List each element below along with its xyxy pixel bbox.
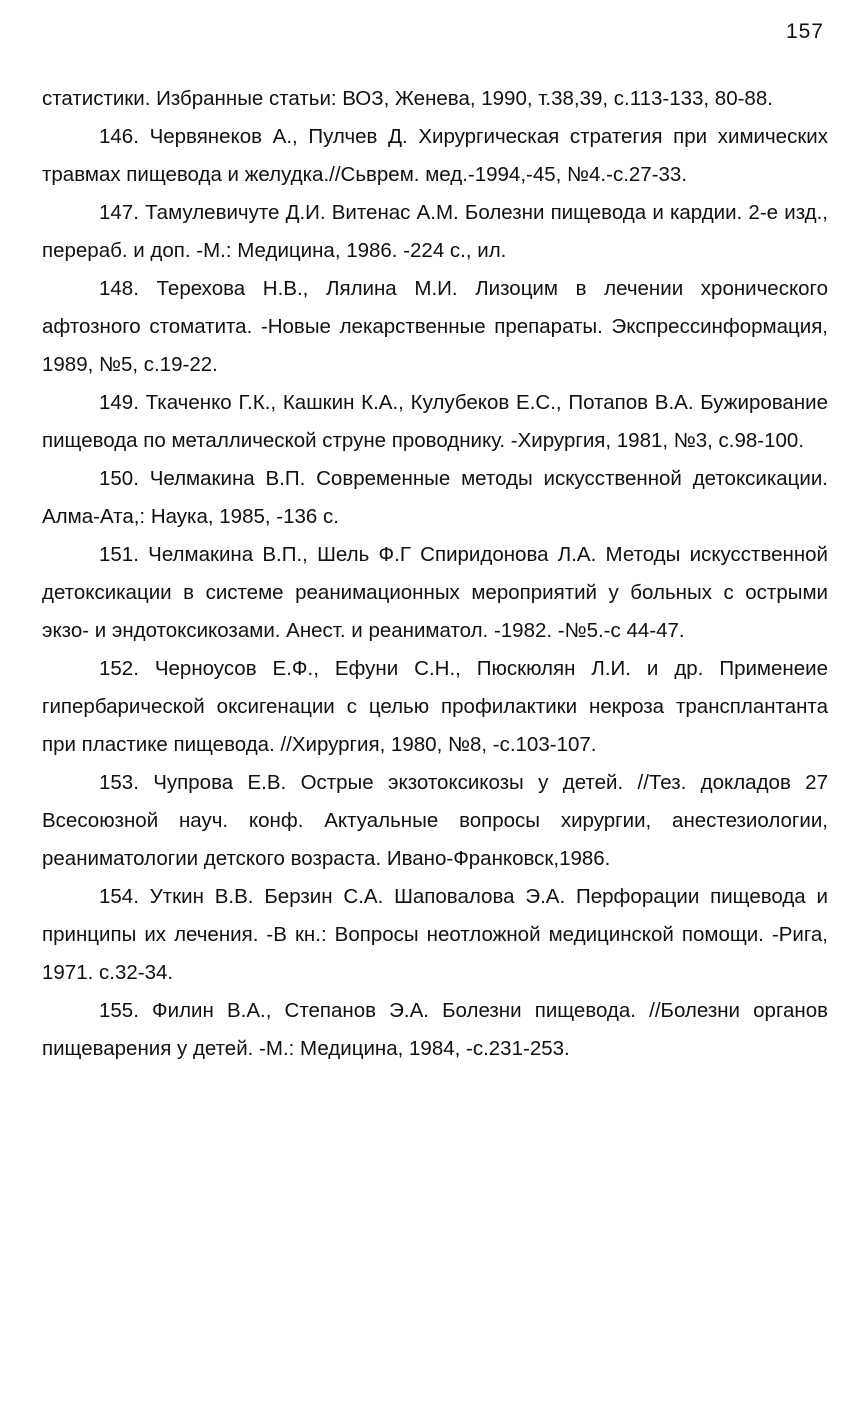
reference-item-155: 155. Филин В.А., Степанов Э.А. Болезни пищевода. //Болезни органов пищеварения у детей. -М.: Медицина, 1984, -с.231-253. <box>42 999 828 1060</box>
reference-item-154: 154. Уткин В.В. Берзин С.А. Шаповалова Э.А. Перфорации пищевода и принципы их лечения. -В кн.: Вопросы неотложной медицинской помощи. -Рига, 1971. с.32-34. <box>42 885 828 984</box>
reference-item-150: 150. Челмакина В.П. Современные методы искусственной детоксикации. Алма-Ата,: Наука, 1985, -136 с. <box>42 467 828 528</box>
reference-item-153: 153. Чупрова Е.В. Острые экзотоксикозы у детей. //Тез. докладов 27 Всесоюзной науч. конф. Актуальные вопросы хирургии, анестезиологии, реаниматологии детского возраста. Ивано-Франковск,1986. <box>42 771 828 870</box>
reference-item-147: 147. Тамулевичуте Д.И. Витенас А.М. Болезни пищевода и кардии. 2-е изд., перераб. и доп. -М.: Медицина, 1986. -224 с., ил. <box>42 201 828 262</box>
reference-item-146: 146. Червянеков А., Пулчев Д. Хирургическая стратегия при химических травмах пищевода и желудка.//Сьврем. мед.-1994,-45, №4.-с.27-33. <box>42 125 828 186</box>
reference-item-149: 149. Ткаченко Г.К., Кашкин К.А., Кулубеков Е.С., Потапов В.А. Бужирование пищевода по металлической струне проводнику. -Хирургия, 1981, №3, с.98-100. <box>42 391 828 452</box>
reference-item-152: 152. Черноусов Е.Ф., Ефуни С.Н., Пюскюлян Л.И. и др. Применеие гипербарической оксигенации с целью профилактики некроза трансплантанта при пластике пищевода. //Хирургия, 1980, №8, -с.103-107. <box>42 657 828 756</box>
reference-item-151: 151. Челмакина В.П., Шель Ф.Г Спиридонова Л.А. Методы искусственной детоксикации в системе реанимационных мероприятий у больных с острыми экзо- и эндотоксикозами. Анест. и реаниматол. -1982. -№5.-с 44-47. <box>42 543 828 642</box>
page-number: 157 <box>785 20 824 43</box>
reference-continuation: статистики. Избранные статьи: ВОЗ, Женева, 1990, т.38,39, с.113-133, 80-88. <box>42 87 773 110</box>
reference-item-148: 148. Терехова Н.В., Лялина М.И. Лизоцим в лечении хронического афтозного стоматита. -Новые лекарственные препараты. Экспрессинформация, 1989, №5, с.19-22. <box>42 277 828 376</box>
reference-list <box>42 80 828 1068</box>
